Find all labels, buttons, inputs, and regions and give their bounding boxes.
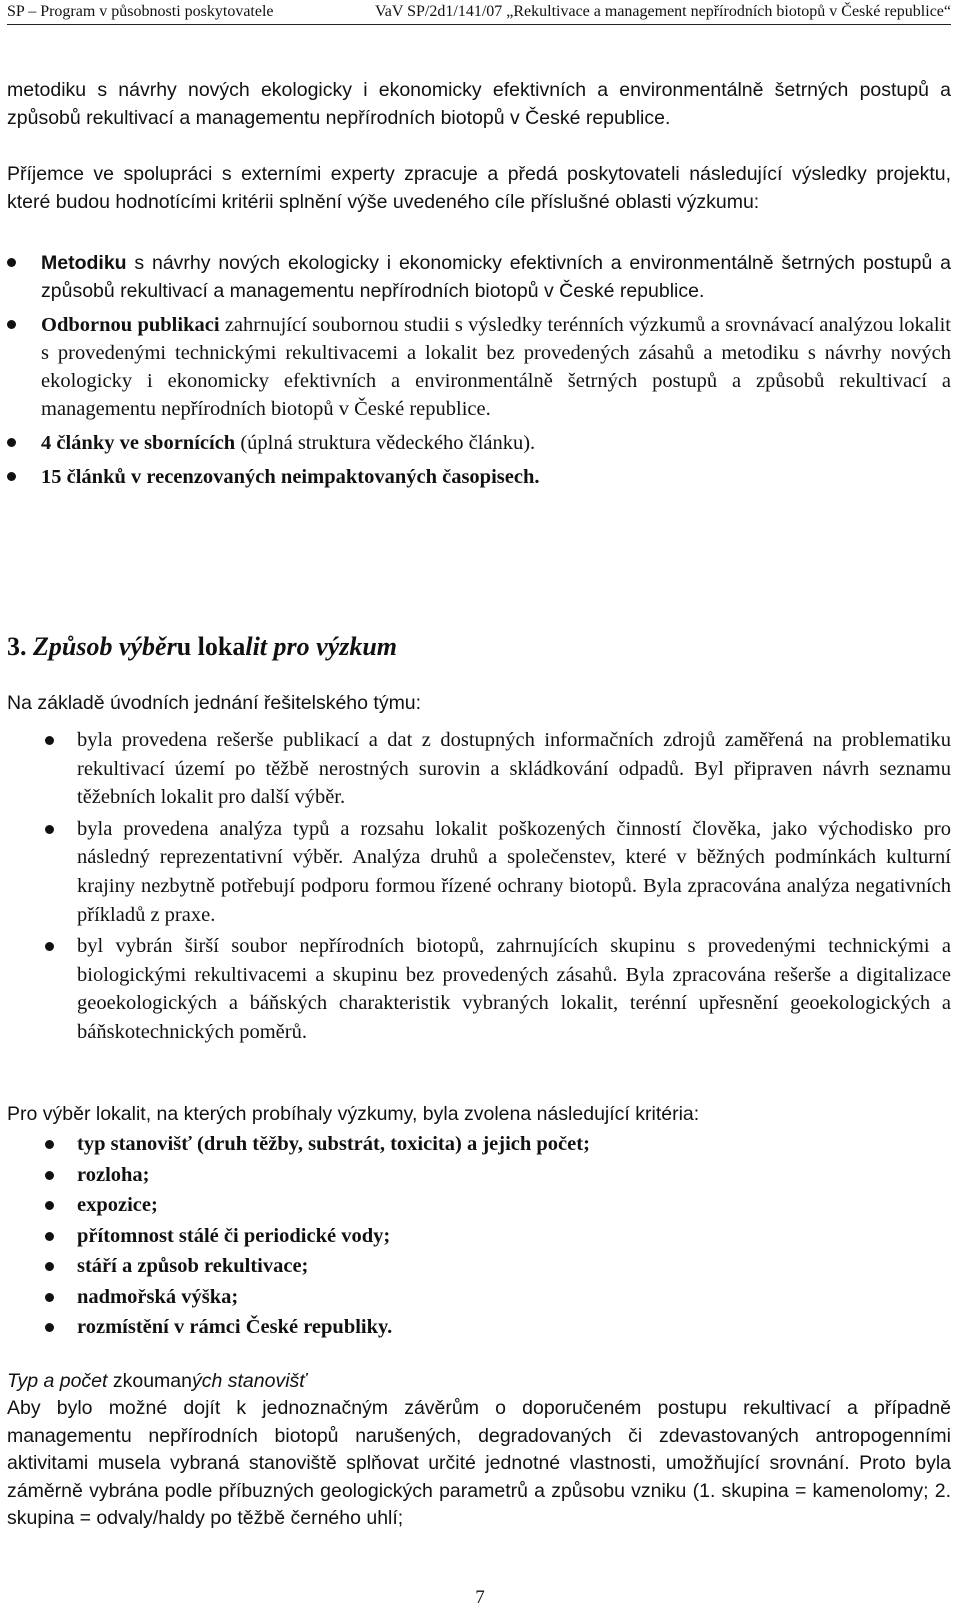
criteria-list — [7, 1129, 951, 1343]
section-3-list — [7, 726, 951, 1047]
bullet-icon — [7, 320, 16, 329]
bullet-icon — [7, 258, 16, 267]
list-item: byl vybrán širší soubor nepřírodních biotopů, zahrnujících skupinu s provedenými technickými a biologickými rekultivacemi a skupinu bez provedených zásahů. Byla zpracována rešerše a digitalizace geoekologických a báňských charakteristik vybraných lokalit, terénní upřesnění geoekologických a báňskotechnických poměrů. — [7, 932, 951, 1046]
bullet-icon — [45, 1171, 54, 1180]
bullet-icon — [45, 1262, 54, 1271]
list-item: byla provedena analýza typů a rozsahu lokalit poškozených činností člověka, jako východisko pro následný reprezentativní výběr. Analýza druhů a společenstev, které v běžných podmínkách kulturní krajiny nezbytně potřebují podporu formou řízené ochrany biotopů. Byla zpracována analýza negativních příkladů z praxe. — [7, 815, 951, 929]
list-item: typ stanovišť (druh těžby, substrát, toxicita) a jejich počet; — [7, 1129, 951, 1160]
list-item: expozice; — [7, 1190, 951, 1221]
list-item: rozmístění v rámci České republiky. — [7, 1312, 951, 1343]
section-3-lead: Na základě úvodních jednání řešitelského týmu: — [7, 692, 422, 714]
bullet-icon — [45, 825, 54, 834]
section-3-heading: 3. Způsob výběru lokalit pro výzkum — [7, 632, 398, 661]
page-number: 7 — [475, 1587, 485, 1608]
header-left: SP – Program v působnosti poskytovatele — [7, 3, 274, 20]
bullet-icon — [7, 438, 16, 447]
list-item: Odbornou publikaci zahrnující soubornou studii s výsledky terénních výzkumů a srovnávací analýzou lokalit s provedenými technickými rekultivacemi a lokalit bez provedených zásahů a metodiku s návrhy nových ekologicky i ekonomicky efektivních a environmentálně šetrných postupů a způsobů rekultivací a managementu nepřírodních biotopů v České republice. — [7, 311, 951, 423]
header-right: VaV SP/2d1/141/07 „Rekultivace a management nepřírodních biotopů v České republice“ — [374, 3, 951, 20]
results-list — [7, 249, 951, 491]
list-item: Metodiku s návrhy nových ekologicky i ekonomicky efektivních a environmentálně šetrných postupů a způsobů rekultivací a managementu nepřírodních biotopů v České republice. — [7, 249, 951, 305]
bullet-icon — [45, 1140, 54, 1149]
bullet-icon — [45, 942, 54, 951]
intro-paragraph-1: metodiku s návrhy nových ekologicky i ekonomicky efektivních a environmentálně šetrných postupů a způsobů rekultivací a managementu nepřírodních biotopů v České republice. — [7, 79, 951, 129]
bullet-icon — [45, 1323, 54, 1332]
list-item: 15 článků v recenzovaných neimpaktovaných časopisech. — [7, 463, 951, 491]
running-header — [7, 2, 951, 25]
intro-paragraph-2: Příjemce ve spolupráci s externími experty zpracuje a předá poskytovateli následující výsledky projektu, které budou hodnotícími kritérii splnění výše uvedeného cíle příslušné oblasti výzkumu: — [7, 163, 951, 213]
bullet-icon — [45, 736, 54, 745]
bullet-icon — [7, 472, 16, 481]
bullet-icon — [45, 1293, 54, 1302]
bullet-icon — [45, 1201, 54, 1210]
final-paragraph: Aby bylo možné dojít k jednoznačným závěrům o doporučeném postupu rekultivací a případně managementu nepřírodních biotopů narušených, degradovaných či zdevastovaných antropogenními aktivitami musela vybraná stanoviště splňovat určité jednotné vlastnosti, umožňující srovnání. Proto byla záměrně vybrána podle příbuzných geologických parametrů a způsobu vzniku (1. skupina = kamenolomy; 2. skupina = odvaly/haldy po těžbě černého uhlí; — [7, 1397, 951, 1530]
list-item: stáří a způsob rekultivace; — [7, 1251, 951, 1282]
list-item: nadmořská výška; — [7, 1282, 951, 1313]
list-item: rozloha; — [7, 1160, 951, 1191]
list-item: 4 články ve sbornících (úplná struktura vědeckého článku). — [7, 429, 951, 457]
list-item: přítomnost stálé či periodické vody; — [7, 1221, 951, 1252]
subsection-heading: Typ a počet zkoumaných stanovišť — [7, 1370, 307, 1392]
criteria-lead: Pro výběr lokalit, na kterých probíhaly výzkumy, byla zvolena následující kritéria: — [7, 1103, 700, 1125]
list-item: byla provedena rešerše publikací a dat z dostupných informačních zdrojů zaměřená na problematiku rekultivací území po těžbě nerostných surovin a skládkování odpadů. Byl připraven návrh seznamu těžebních lokalit pro další výběr. — [7, 726, 951, 812]
bullet-icon — [45, 1232, 54, 1241]
